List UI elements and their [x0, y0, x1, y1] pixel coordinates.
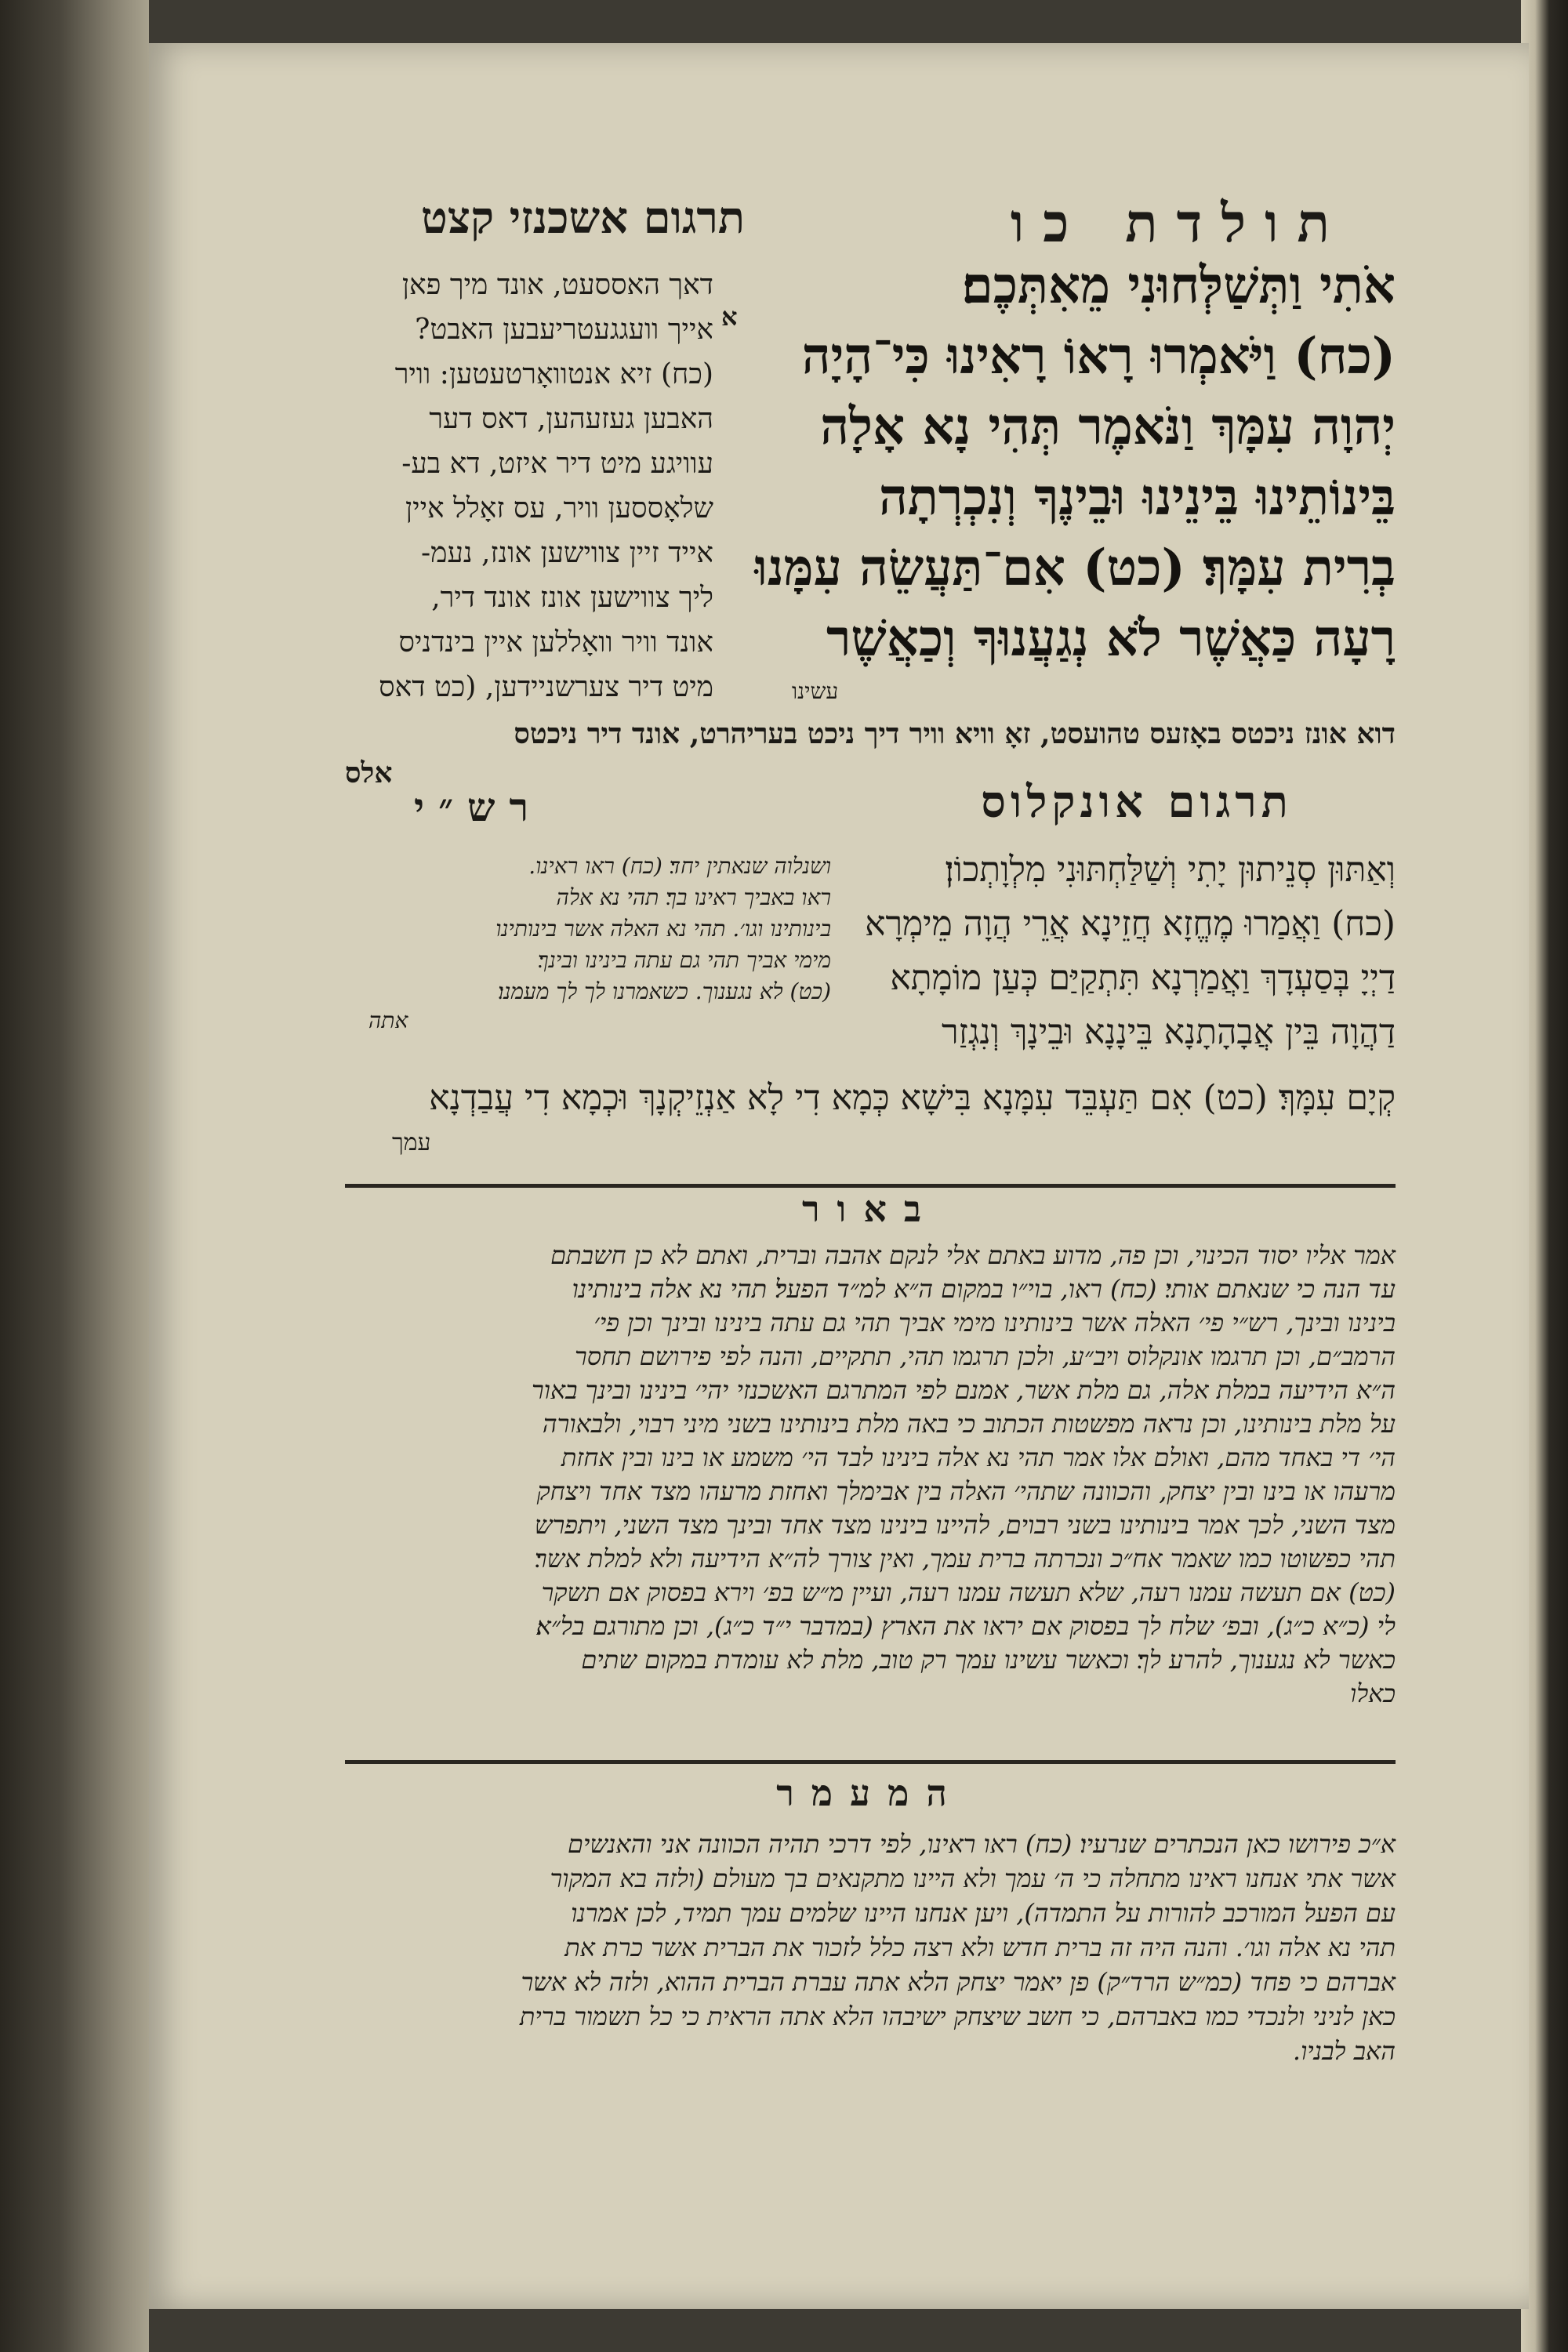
- hebrew-catchword: עשינו: [792, 678, 839, 704]
- biur-line: מצד השני, לכך אמר בינותינו בשני רבוים, להיינו בינינו מצד אחד ובינך מצד השני, ויתפרש: [534, 1510, 1396, 1540]
- rashi-column: [361, 851, 831, 1007]
- biur-line: כאשר לא נגענוך, להרע לך׃ וכאשר עשינו עמך רק טוב, מלת לא עומדת במקום שתים: [581, 1645, 1396, 1675]
- yiddish-note-marker: א: [721, 302, 738, 332]
- biur-line: בינינו ובינך, רש״י פי׳ האלה אשר בינותינו מימי אביך תהי גם עתה בינינו ובינך וכן פי׳: [593, 1308, 1396, 1338]
- rashi-line: מימי אביך תהי גם עתה בינינו ובינך׃: [538, 947, 831, 973]
- biur-line: תהי כפשוטו כמו שאמר אח״כ ונכרתה ברית עמך, ואין צורך לה״א הידיעה ולא למלת אשר׃: [534, 1544, 1396, 1573]
- rashi-catchword: אתה: [368, 1007, 408, 1033]
- meamar-line: כאן לניני ולנכדי כמו באברהם, כי חשב שיצחק ישיבהו הלא אתה הראית כי כל תשמור ברית: [519, 2002, 1396, 2031]
- onkelos-line: דַיְיָ בְּסַעְדָךְ וַאֲמַרְנָא תִּתְקַיַּם כְּעַן מוֹמָתָא: [890, 958, 1396, 998]
- biur-line: הרמב״ם, וכן תרגמו אונקלוס ויב״ע, ולכן תרגמו תהי, תתקיים, והנה לפי פירושם תחסר: [575, 1341, 1396, 1371]
- hebrew-line: (כח) וַיֹּאמְרוּ רָאוֹ רָאִינוּ כִּי־הָיָה: [801, 327, 1396, 386]
- biur-line: כאלו: [1350, 1679, 1396, 1708]
- biur-commentary: [357, 1239, 1396, 1711]
- rashi-heading: רש״י: [413, 784, 543, 830]
- biur-line: אמר אליו יסוד הכינוי, וכן פה, מדוע באתם אלי לנקם אהבה וברית, ואתם לא כן חשבתם: [550, 1240, 1396, 1270]
- rashi-line: ראו באביך ראינו בך׃ תהי נא אלה: [556, 884, 831, 910]
- yiddish-line: אייד זיין צווישען אונז, נעמ-: [420, 537, 713, 569]
- yiddish-line: אייך וועגגעטריעבען האבט?: [415, 314, 713, 346]
- yiddish-text-column: [196, 263, 713, 710]
- rashi-line: (כט) לא נגענוך. כשאמרנו לך לך מעמנו׃: [498, 978, 831, 1004]
- header-right: תולדת כו: [1010, 192, 1348, 255]
- yiddish-catchword: אלס: [345, 757, 393, 789]
- hebrew-line: בְרִית עִמָּךְ׃ (כט) אִם־תַּעֲשֵׂה עִמָּנוּ: [754, 539, 1396, 597]
- meamar-commentary: [357, 1827, 1396, 2068]
- meamar-line: אשר אתי אנחנו ראינו מתחלה כי ה׳ עמך ולא היינו מתקנאים בך מעולם (ולזה בא המקור: [550, 1864, 1396, 1893]
- onkelos-column: [843, 843, 1396, 1059]
- onkelos-line: דַהֲוָה בֵּין אֲבָהָתָנָא בֵּינָנָא וּבֵינָךְ וְנִגְזַר: [941, 1012, 1396, 1052]
- yiddish-line: דאך האססעט, אונד מיך פאן: [401, 269, 713, 301]
- yiddish-line: (כח) זיא אנטוואָרטעטען: וויר: [394, 358, 713, 390]
- biur-line: הי׳ די באחד מהם, ואולם אלו אמר תהי נא אלה בינינו לבד הי׳ משמע או בינו ובין אחזת: [561, 1443, 1396, 1472]
- biur-line: עד הנה כי שנאתם אותי׃ (כח) ראו, בוי״ו במקום ה״א למ״ד הפעל׃ תהי נא אלה בינותינו: [572, 1274, 1396, 1304]
- book-binding: [0, 0, 149, 2352]
- rashi-line: ושנלוה שנאתין יחד׃ (כח) ראו ראינו.: [528, 853, 831, 879]
- hebrew-line: יְהוָה עִמָּךְ וַנֹּאמֶר תְּהִי נָא אָלָה: [820, 397, 1396, 456]
- onkelos-continuation-line: קְיָם עִמָּךְ׃ (כט) אִם תַּעְבֵּד עִמָּנָא בִּישָׁא כְּמָא דִי לָא אַנְזֵיקְנָךְ וּכְמָא דִי עֲבַדְנָא: [429, 1078, 1396, 1118]
- hebrew-line: אֹתִי וַתְּשַׁלְּחוּנִי מֵאִתְּכֶם׃: [961, 256, 1396, 315]
- meamar-line: עם הפעל המורכב להורות על התמדה), ויען אנחנו היינו שלמים עמך תמיד, לכן אמרנו: [571, 1898, 1396, 1928]
- hebrew-text-column: [745, 251, 1396, 674]
- yiddish-line: האבען געזעהען, דאס דער: [429, 403, 713, 435]
- onkelos-line: וְאַתּוּן סְנֵיתוּן יָתִי וְשַׁלַּחְתּוּנִי מִלְוָתְכוֹן׃: [945, 850, 1396, 890]
- onkelos-line: (כח) וַאֲמַרוּ מֶחֱזָא חֲזֵינָא אֲרֵי הֲוָה מֵימְרָא: [865, 904, 1396, 944]
- yiddish-line: ליך צווישען אונז אונד דיר,: [431, 582, 713, 614]
- rashi-line: בינותינו וגו׳. תהי נא האלה אשר בינותינו: [495, 916, 831, 942]
- yiddish-line: עוויגע מיט דיר איזט, דא בע-: [401, 448, 713, 480]
- biur-line: ה״א הידיעה במלת אלה, גם מלת אשר, אמנם לפי המתרגם האשכנזי יהי׳ בינינו ובינך באור: [531, 1375, 1396, 1405]
- biur-line: לי (כ״א כ״ג), ובפ׳ שלח לך בפסוק אם יראו את הארץ (במדבר י״ד כ״ג), וכן מתורגם בל״א׃: [535, 1611, 1396, 1641]
- biur-line: על מלת בינותינו, וכן נראה מפשטות הכתוב כי באה מלת בינותינו בשני מיני רבוי, ולבאורה: [542, 1409, 1396, 1439]
- biur-line: מרעהו או בינו ובין יצחק, והכוונה שתהי׳ האלה בין אבימלך ואחזת מרעהו מצד אחד ויצחק: [536, 1476, 1396, 1506]
- yiddish-line: מיט דיר צערשניידען, (כט דאס: [379, 671, 713, 703]
- meamar-line: אברהם כי פחד (כמ״ש הרד״ק) פן יאמר יצחק הלא אתה עברת הברית ההוא, ולזה לא אשר: [521, 1967, 1396, 1997]
- yiddish-continuation-line: דוא אונז ניכטס באָזעס טהועסט, זאָ וויא וויר דיך ניכט בעריהרט, אונד דיר ניכטס: [514, 717, 1396, 750]
- section-divider: [345, 1760, 1396, 1764]
- onkelos-catchword: עמך: [392, 1129, 431, 1156]
- yiddish-line: אונד וויר וואָללען איין בינדניס: [398, 626, 713, 659]
- meamar-line: האב לבניו.: [1292, 2036, 1396, 2066]
- biur-line: (כט) אם תעשה עמנו רעה, שלא תעשה עמנו רעה, ועיין מ״ש בפ׳ וירא בפסוק אם תשקר: [541, 1577, 1396, 1607]
- hebrew-line: בֵּינוֹתֵינוּ בֵּינֵינוּ וּבֵינֶךָ וְנִכְרְתָה: [878, 468, 1396, 527]
- meamar-heading: המעמר: [776, 1772, 964, 1814]
- meamar-line: א״כ פירושו כאן הנכתרים שנרעיו׃ (כח) ראו ראינו, לפי דרכי תהיה הכוונה אני והאנשים: [567, 1829, 1396, 1859]
- header-left: תרגום אשכנזי קצט: [420, 192, 745, 244]
- onkelos-heading: תרגום אונקלוס: [981, 776, 1293, 828]
- meamar-line: תהי נא אלה וגו׳. והנה היה זה ברית חדש ולא רצה כלל לזכור את הברית אשר כרת את: [564, 1933, 1396, 1962]
- hebrew-line: רָעָה כַּאֲשֶׁר לֹא נְגַעֲנוּךָ וְכַאֲשֶׁר: [826, 609, 1396, 668]
- yiddish-line: שלאָססען וויר, עס זאָלל איין: [405, 492, 713, 524]
- biur-heading: באור: [801, 1188, 939, 1230]
